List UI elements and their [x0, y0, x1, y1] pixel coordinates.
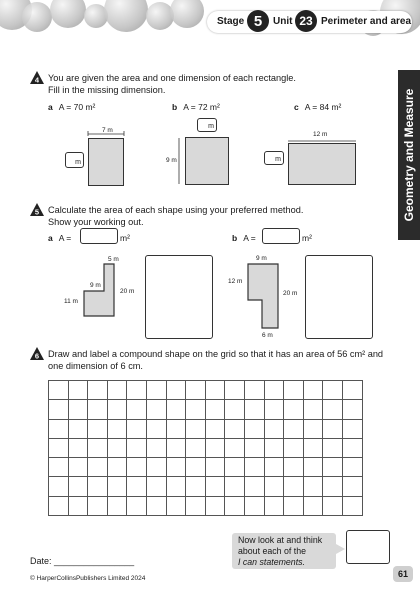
- grid-cell[interactable]: [225, 477, 245, 496]
- grid-cell[interactable]: [244, 419, 264, 438]
- q5a-dim-mid: 9 m: [90, 282, 101, 289]
- q5a-unit: m²: [120, 233, 130, 243]
- q5b-working-box[interactable]: [305, 255, 373, 339]
- grid-cell[interactable]: [88, 496, 108, 515]
- grid-cell[interactable]: [205, 419, 225, 438]
- q4c-dim: 12 m: [313, 131, 328, 138]
- grid-cell[interactable]: [49, 381, 69, 400]
- grid-cell[interactable]: [323, 496, 343, 515]
- grid-cell[interactable]: [303, 381, 323, 400]
- grid-cell[interactable]: [284, 400, 304, 419]
- q5b-answer-box[interactable]: [262, 228, 300, 244]
- grid-cell[interactable]: [49, 419, 69, 438]
- q5b-dim-left: 12 m: [228, 278, 243, 285]
- note-line-2: about each of the: [238, 546, 306, 556]
- copyright: © HarperCollinsPublishers Limited 2024: [30, 575, 146, 582]
- grid-cell[interactable]: [303, 419, 323, 438]
- grid-cell[interactable]: [244, 381, 264, 400]
- grid-cell[interactable]: [127, 381, 147, 400]
- q4a-label: a A = 70 m²: [48, 102, 96, 112]
- svg-text:5: 5: [34, 207, 40, 217]
- grid-cell[interactable]: [88, 400, 108, 419]
- unit-number: 23: [295, 10, 317, 32]
- grid-cell[interactable]: [68, 400, 88, 419]
- grid-cell[interactable]: [342, 381, 362, 400]
- drawing-grid[interactable]: [48, 380, 363, 516]
- grid-cell[interactable]: [323, 381, 343, 400]
- q5a-dim-left: 11 m: [64, 298, 78, 305]
- q6-instruction-1: Draw and label a compound shape on the grid so that it has an area of 56 cm² and: [48, 349, 384, 359]
- q4b-dim: 9 m: [166, 157, 177, 164]
- grid-cell[interactable]: [186, 381, 206, 400]
- grid-cell[interactable]: [303, 400, 323, 419]
- note-line-1: Now look at and think: [238, 535, 323, 545]
- q4a-dim: 7 m: [102, 127, 113, 134]
- grid-cell[interactable]: [68, 458, 88, 477]
- grid-cell[interactable]: [127, 400, 147, 419]
- grid-cell[interactable]: [323, 438, 343, 457]
- grid-cell[interactable]: [146, 419, 166, 438]
- q5a-answer-box[interactable]: [80, 228, 118, 244]
- grid-cell[interactable]: [146, 458, 166, 477]
- note-pointer: [336, 542, 346, 556]
- grid-cell[interactable]: [166, 419, 186, 438]
- grid-cell[interactable]: [186, 496, 206, 515]
- grid-cell[interactable]: [166, 381, 186, 400]
- q4c-rectangle: [288, 143, 356, 185]
- grid-cell[interactable]: [88, 438, 108, 457]
- grid-cell[interactable]: [225, 419, 245, 438]
- grid-cell[interactable]: [342, 400, 362, 419]
- grid-cell[interactable]: [68, 496, 88, 515]
- q4b-label: b A = 72 m²: [172, 102, 220, 112]
- q4a-rectangle: [88, 138, 124, 186]
- grid-cell[interactable]: [88, 381, 108, 400]
- grid-cell[interactable]: [107, 477, 127, 496]
- grid-cell[interactable]: [225, 458, 245, 477]
- grid-cell[interactable]: [264, 496, 284, 515]
- grid-cell[interactable]: [342, 419, 362, 438]
- grid-cell[interactable]: [146, 400, 166, 419]
- stage-label: Stage: [217, 16, 245, 27]
- grid-cell[interactable]: [127, 496, 147, 515]
- q4b-answer-box[interactable]: m: [197, 118, 217, 132]
- q5a-compound-shape: [80, 262, 118, 320]
- q4c-label: c A = 84 m²: [294, 102, 342, 112]
- grid-cell[interactable]: [68, 419, 88, 438]
- grid-cell[interactable]: [186, 419, 206, 438]
- grid-cell[interactable]: [323, 400, 343, 419]
- svg-text:4: 4: [34, 75, 40, 85]
- grid-cell[interactable]: [303, 477, 323, 496]
- grid-cell[interactable]: [166, 438, 186, 457]
- grid-cell[interactable]: [225, 381, 245, 400]
- grid-cell[interactable]: [88, 477, 108, 496]
- grid-cell[interactable]: [68, 477, 88, 496]
- grid-cell[interactable]: [49, 458, 69, 477]
- q5-instruction-2: Show your working out.: [48, 217, 144, 227]
- grid-cell[interactable]: [88, 419, 108, 438]
- q5b-dim-top: 9 m: [256, 255, 267, 262]
- question-5-triangle-icon: [30, 203, 44, 217]
- stage-unit-pill: [207, 11, 412, 33]
- q5a-dim-top: 5 m: [108, 256, 119, 263]
- grid-cell[interactable]: [49, 438, 69, 457]
- grid-cell[interactable]: [205, 400, 225, 419]
- grid-cell[interactable]: [166, 477, 186, 496]
- grid-cell[interactable]: [264, 381, 284, 400]
- grid-cell[interactable]: [284, 458, 304, 477]
- grid-cell[interactable]: [284, 496, 304, 515]
- q4-instruction-2: Fill in the missing dimension.: [48, 85, 166, 95]
- grid-cell[interactable]: [323, 419, 343, 438]
- grid-cell[interactable]: [186, 477, 206, 496]
- grid-cell[interactable]: [284, 477, 304, 496]
- grid-cell[interactable]: [244, 496, 264, 515]
- grid-cell[interactable]: [88, 458, 108, 477]
- grid-cell[interactable]: [146, 477, 166, 496]
- grid-cell[interactable]: [342, 477, 362, 496]
- grid-cell[interactable]: [264, 438, 284, 457]
- q5-instruction-1: Calculate the area of each shape using your preferred method.: [48, 205, 304, 215]
- question-4-triangle-icon: [30, 71, 44, 85]
- svg-text:6: 6: [34, 351, 40, 361]
- q4a-answer-box[interactable]: m: [65, 152, 84, 168]
- grid-cell[interactable]: [68, 381, 88, 400]
- q5b-label: b A =: [232, 233, 256, 243]
- q6-instruction-2: one dimension of 6 cm.: [48, 361, 143, 371]
- note-line-3: I can statements.: [238, 557, 305, 567]
- q5b-unit: m²: [302, 233, 312, 243]
- grid-cell[interactable]: [127, 477, 147, 496]
- grid-cell[interactable]: [284, 419, 304, 438]
- grid-cell[interactable]: [166, 400, 186, 419]
- grid-cell[interactable]: [244, 400, 264, 419]
- grid-cell[interactable]: [186, 400, 206, 419]
- page-number: 61: [393, 566, 413, 582]
- grid-cell[interactable]: [49, 496, 69, 515]
- grid-cell[interactable]: [107, 381, 127, 400]
- grid-cell[interactable]: [186, 458, 206, 477]
- grid-cell[interactable]: [49, 400, 69, 419]
- q4c-answer-box[interactable]: m: [264, 151, 284, 165]
- grid-cell[interactable]: [303, 458, 323, 477]
- grid-cell[interactable]: [166, 458, 186, 477]
- grid-cell[interactable]: [107, 458, 127, 477]
- side-tab-label: Geometry and Measure: [402, 88, 416, 222]
- q5a-dim-right: 20 m: [120, 288, 135, 295]
- grid-cell[interactable]: [264, 477, 284, 496]
- grid-cell[interactable]: [205, 438, 225, 457]
- unit-label: Unit: [273, 16, 293, 27]
- unit-title: Perimeter and area: [321, 16, 412, 27]
- grid-cell[interactable]: [323, 458, 343, 477]
- grid-cell[interactable]: [244, 477, 264, 496]
- q4b-rectangle: [185, 137, 229, 185]
- grid-cell[interactable]: [186, 438, 206, 457]
- grid-cell[interactable]: [225, 400, 245, 419]
- grid-cell[interactable]: [205, 458, 225, 477]
- q4-instruction-1: You are given the area and one dimension of each rectangle.: [48, 73, 296, 83]
- question-6-triangle-icon: [30, 347, 44, 361]
- grid-cell[interactable]: [342, 496, 362, 515]
- i-can-note: [232, 533, 336, 569]
- grid-cell[interactable]: [303, 496, 323, 515]
- grid-cell[interactable]: [303, 438, 323, 457]
- grid-cell[interactable]: [284, 381, 304, 400]
- grid-cell[interactable]: [264, 458, 284, 477]
- grid-cell[interactable]: [342, 438, 362, 457]
- grid-cell[interactable]: [205, 477, 225, 496]
- stage-number: 5: [247, 10, 269, 32]
- self-check-box[interactable]: [346, 530, 390, 564]
- q5b-dim-bottom: 6 m: [262, 332, 273, 339]
- grid-cell[interactable]: [146, 381, 166, 400]
- grid-cell[interactable]: [225, 496, 245, 515]
- grid-cell[interactable]: [342, 458, 362, 477]
- grid-cell[interactable]: [146, 438, 166, 457]
- side-tab: [398, 70, 420, 240]
- grid-cell[interactable]: [284, 438, 304, 457]
- grid-cell[interactable]: [264, 419, 284, 438]
- date-line[interactable]: Date: ________________: [30, 556, 135, 566]
- grid-cell[interactable]: [244, 438, 264, 457]
- grid-cell[interactable]: [205, 496, 225, 515]
- q5a-label: a A =: [48, 233, 72, 243]
- grid-cell[interactable]: [107, 400, 127, 419]
- grid-cell[interactable]: [205, 381, 225, 400]
- grid-cell[interactable]: [107, 496, 127, 515]
- grid-cell[interactable]: [244, 458, 264, 477]
- grid-cell[interactable]: [127, 419, 147, 438]
- grid-cell[interactable]: [49, 477, 69, 496]
- q5b-dim-right: 20 m: [283, 290, 298, 297]
- grid-cell[interactable]: [127, 458, 147, 477]
- grid-cell[interactable]: [107, 419, 127, 438]
- grid-cell[interactable]: [107, 438, 127, 457]
- q5b-compound-shape: [244, 262, 284, 336]
- q5a-working-box[interactable]: [145, 255, 213, 339]
- grid-cell[interactable]: [225, 438, 245, 457]
- grid-cell[interactable]: [323, 477, 343, 496]
- grid-cell[interactable]: [264, 400, 284, 419]
- grid-cell[interactable]: [127, 438, 147, 457]
- grid-cell[interactable]: [166, 496, 186, 515]
- grid-cell[interactable]: [68, 438, 88, 457]
- grid-cell[interactable]: [146, 496, 166, 515]
